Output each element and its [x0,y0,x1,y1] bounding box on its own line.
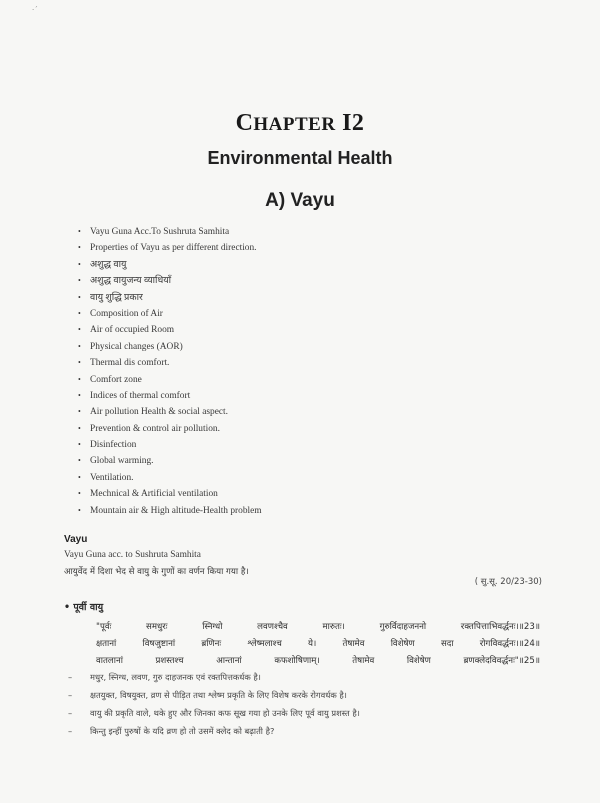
topic-item: • Indices of thermal comfort [78,388,262,404]
topic-item: • Vayu Guna Acc.To Sushruta Samhita [78,224,262,240]
bullet-icon: • [78,259,81,269]
verse-line: वातलानां प्रशस्तश्च आन्तानां कफशोषिणाम्। तेषामेव विशेषेण ब्रणक्लेदविवर्द्धनः"॥25॥ [96,656,540,666]
bullet-icon: • [78,308,81,318]
chapter-title-rest: HAPTER [253,114,336,135]
dash-icon: – [68,690,73,700]
bullet-icon: • [78,325,81,335]
note-item: – मधुर, स्निग्ध, लवण, गुरु दाहजनक एवं रक्तपित्तकर्धक है। [68,672,261,682]
topic-item: • वायु शुद्धि प्रकार [78,290,262,306]
topic-item: • Global warming. [78,453,262,469]
chapter-subtitle: Environmental Health [207,148,393,168]
topic-item: • Thermal dis comfort. [78,355,262,371]
bullet-icon: • [78,227,81,236]
dash-icon: – [68,708,73,718]
corner-mark: ·´ [32,6,38,14]
topic-item: • Mechnical & Artificial ventilation [78,486,262,502]
bullet-icon: • [78,472,81,482]
topic-item: • Mountain air & High altitude-Health problem [78,503,262,519]
bullet-icon: • [78,358,81,368]
bullet-icon: • [78,292,81,302]
dash-icon: – [68,726,73,736]
verse-line: क्षतानां विषजुष्टानां ब्रणिनः श्लेष्मलाश्च ये। तेषामेव विशेषेण सदा रोगविवर्द्धनः।॥24॥ [96,639,540,649]
note-item: – किन्तु इन्हीं पुरुषों के यदि व्रण हो तो उसमें क्लेद को बढ़ाती है? [68,726,275,736]
topic-item: • Composition of Air [78,306,262,322]
chapter-number: I2 [342,110,365,136]
note-item: – क्षतयुक्त, विषयुक्त, व्रण से पीड़ित तथा श्लेष्म प्रकृति के लिए विशेष करके रोगवर्धक है। [68,690,347,700]
topic-item: • Air pollution Health & social aspect. [78,404,262,420]
topic-item: • Ventilation. [78,470,262,486]
bullet-icon: • [78,243,81,253]
bullet-icon: • [78,390,81,400]
topic-item: • Physical changes (AOR) [78,339,262,355]
bullet-icon: • [78,440,81,450]
bullet-icon: • [78,341,81,351]
reference-citation: ( सु.सू. 20/23-30) [474,577,542,587]
bullet-icon: • [78,505,81,515]
topic-item: • Air of occupied Room [78,322,262,338]
topic-item: • Properties of Vayu as per different direction. [78,240,262,256]
vayu-intro: आयुर्वेद में दिशा भेद से वायु के गुणों का वर्णन किया गया है। [64,567,249,577]
chapter-title-initial: C [235,110,254,136]
vayu-heading: Vayu [64,534,88,545]
bullet-icon: • [78,423,81,433]
bullet-icon: • [78,456,81,466]
dash-icon: – [68,672,73,682]
bullet-icon: • [78,374,81,384]
chapter-title [0,110,600,137]
topic-item: • Prevention & control air pollution. [78,421,262,437]
note-item: – वायु की प्रकृति वाले, थके हुए और जिनका कफ सूख गया हो उनके लिए पूर्व वायु प्रशस्त है। [68,708,360,718]
topic-item: • अशुद्ध वायु [78,257,262,273]
vayu-subtitle: Vayu Guna acc. to Sushruta Samhita [64,550,201,560]
section-title: A) Vayu [265,190,335,211]
topic-item: • Disinfection [78,437,262,453]
purva-vayu-heading: • पूर्वी वायु [64,602,104,613]
topic-list [78,224,262,519]
bullet-icon: • [78,407,81,417]
topic-item: • Comfort zone [78,372,262,388]
verse-line: "पूर्वः समधुरः स्निग्धो लवणश्चैव मारुतः। गुरुर्विदाहजननो रक्तपित्ताभिवर्द्धनः।॥23॥ [96,622,540,632]
bullet-icon: • [78,489,81,499]
bullet-icon: • [78,276,81,286]
topic-item: • अशुद्ध वायुजन्य व्याधियाँ [78,273,262,289]
